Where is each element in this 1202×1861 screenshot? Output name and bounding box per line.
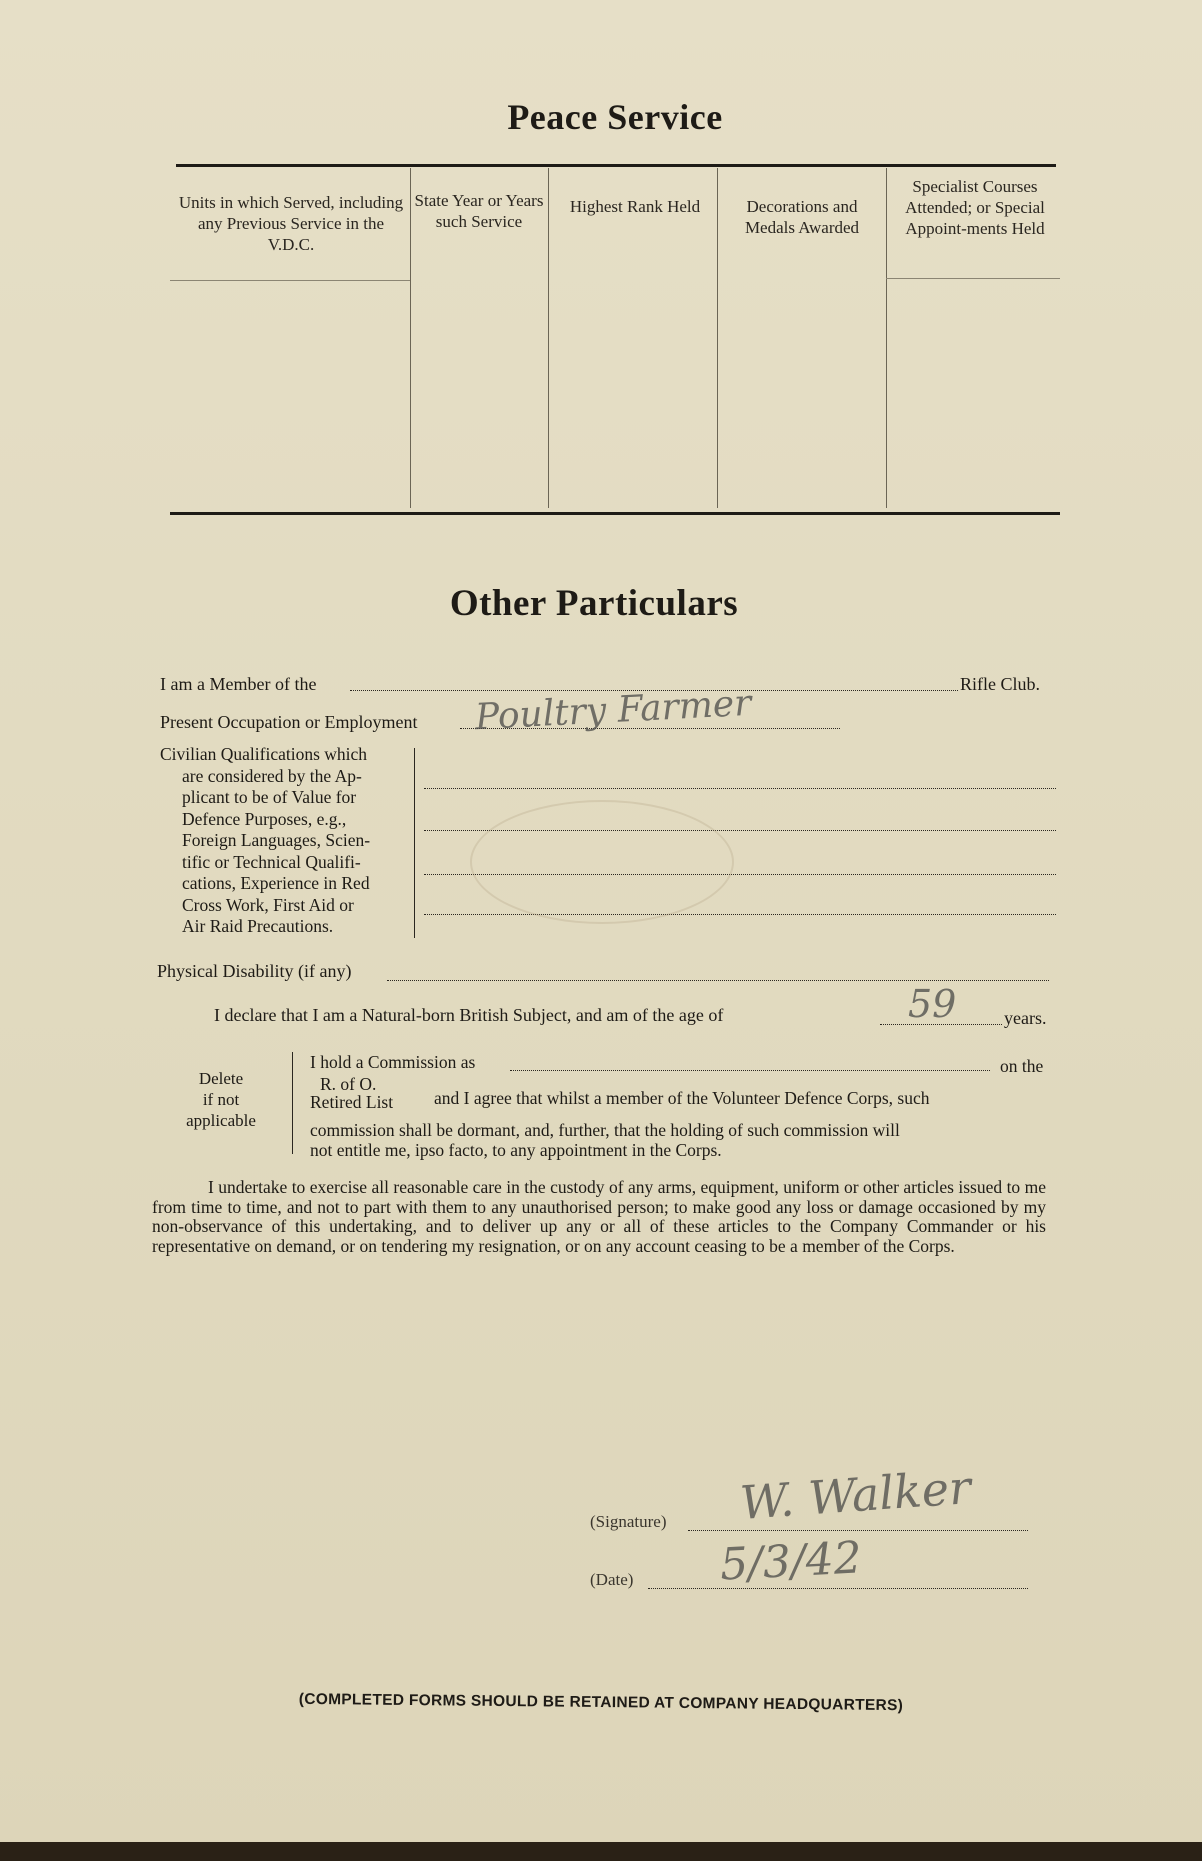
date-field[interactable] — [648, 1588, 1028, 1589]
column-header-courses: Specialist Courses Attended; or Special Appoint-ments Held — [905, 177, 1045, 238]
delete-brace — [292, 1052, 295, 1154]
age-handwriting: 59 — [908, 982, 957, 1026]
commission-cont-2: not entitle me, ipso facto, to any appointment in the Corps. — [310, 1140, 722, 1160]
commission-field[interactable] — [510, 1070, 990, 1071]
member-label: I am a Member of the — [160, 674, 317, 694]
delete-line: applicable — [186, 1111, 256, 1130]
other-particulars-title: Other Particulars — [449, 583, 739, 624]
commission-line: I hold a Commission as — [310, 1052, 476, 1072]
header-rule — [886, 278, 1060, 279]
column-header-units: Units in which Served, including any Previous Service in the V.D.C. — [178, 193, 404, 254]
qual-line: plicant to be of Value for — [182, 787, 357, 807]
qual-line: tific or Technical Qualifi- — [182, 851, 361, 872]
table-top-rule — [176, 164, 1056, 167]
qual-line: Foreign Languages, Scien- — [182, 830, 371, 850]
qual-line: Defence Purposes, e.g., — [182, 808, 347, 829]
column-divider — [886, 168, 887, 508]
column-header-decorations: Decorations and Medals Awarded — [744, 197, 860, 237]
r-of-o: R. of O. — [320, 1074, 377, 1094]
peace-service-title: Peace Service — [507, 97, 723, 137]
undertaking-text: I undertake to exercise all reasonable care in the custody of any arms, equipment, uniform or other articles issued to me from time to time, and not to part with them to any unauthorised person; to make good any loss or damage occasioned by my non-observance of this undertaking, and to deliver up any or all of these articles to the Company Commander or his representative on demand, or on tendering my resignation, or on any account ceasing to be a member of the Corps. — [152, 1177, 1046, 1256]
rifle-club-suffix: Rifle Club. — [960, 674, 1040, 694]
page-edge-shadow — [0, 1842, 1202, 1861]
header-rule — [170, 280, 410, 281]
retired-list: Retired List — [310, 1092, 394, 1112]
peace-service-table — [170, 160, 1060, 518]
declaration-text: I declare that I am a Natural-born British Subject, and am of the age of — [214, 1005, 724, 1025]
qual-line: Civilian Qualifications which — [160, 744, 368, 764]
qual-line: Air Raid Precautions. — [182, 916, 334, 936]
column-header-rank: Highest Rank Held — [569, 197, 701, 216]
qualifications-field-4[interactable] — [424, 914, 1056, 915]
qualifications-label — [160, 744, 408, 938]
occupation-label: Present Occupation or Employment — [160, 712, 418, 732]
occupation-handwriting: Poultry Farmer — [474, 682, 753, 739]
disability-label: Physical Disability (if any) — [157, 961, 352, 981]
qual-line: are considered by the Ap- — [182, 765, 362, 786]
undertaking-paragraph — [152, 1178, 1046, 1256]
qual-line: Cross Work, First Aid or — [182, 894, 354, 915]
column-divider — [410, 168, 411, 508]
table-bottom-rule — [170, 512, 1060, 515]
signature-label: (Signature) — [590, 1512, 667, 1531]
footer-note: (COMPLETED FORMS SHOULD BE RETAINED AT COMPANY HEADQUARTERS) — [298, 1690, 904, 1715]
commission-cont-1: commission shall be dormant, and, further, that the holding of such commission will — [310, 1120, 900, 1140]
column-header-years: State Year or Years such Service — [414, 191, 544, 231]
qualifications-brace — [414, 748, 415, 938]
column-divider — [717, 168, 718, 508]
date-label: (Date) — [590, 1570, 634, 1589]
delete-note — [178, 1068, 264, 1131]
agree-text: and I agree that whilst a member of the Volunteer Defence Corps, such — [434, 1088, 930, 1108]
qual-line: cations, Experience in Red — [182, 873, 370, 893]
signature-handwriting: W. Walker — [738, 1460, 973, 1530]
years-label: years. — [1004, 1008, 1047, 1028]
column-divider — [548, 168, 549, 508]
date-handwriting: 5/3/42 — [718, 1532, 863, 1591]
qualifications-field-1[interactable] — [424, 788, 1056, 789]
faint-stamp — [470, 800, 734, 924]
disability-field[interactable] — [387, 980, 1049, 981]
commission-on: on the — [1000, 1056, 1044, 1076]
delete-line: Delete — [198, 1069, 244, 1088]
delete-line: if not — [202, 1090, 240, 1109]
signature-field[interactable] — [688, 1530, 1028, 1531]
